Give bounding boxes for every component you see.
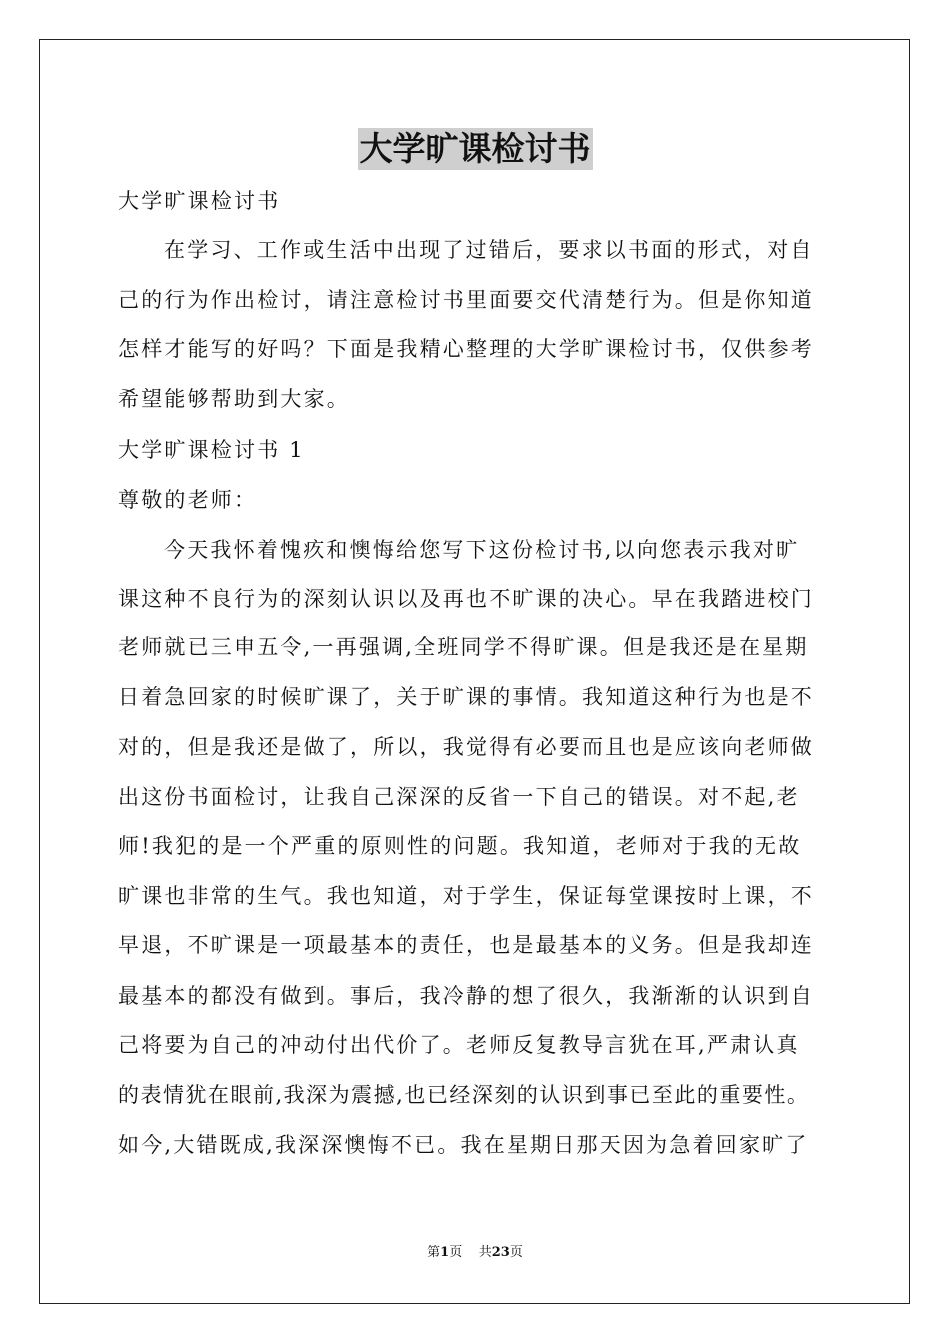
- body-line: 希望能够帮助到大家。: [118, 387, 350, 411]
- body-line: 老师就已三申五令,一再强调,全班同学不得旷课。但是我还是在星期: [118, 635, 809, 659]
- body-line: 怎样才能写的好吗？下面是我精心整理的大学旷课检讨书，仅供参考: [118, 337, 814, 361]
- footer-page-suffix: 页: [449, 1245, 463, 1260]
- body-line: 旷课也非常的生气。我也知道，对于学生，保证每堂课按时上课，不: [118, 884, 814, 908]
- page-footer: [0, 1244, 950, 1262]
- body-line: 对的，但是我还是做了，所以，我觉得有必要而且也是应该向老师做: [118, 735, 814, 759]
- footer-page-prefix: 第: [427, 1245, 441, 1260]
- title-container: [0, 128, 950, 170]
- body-line: 今天我怀着愧疚和懊悔给您写下这份检讨书,以向您表示我对旷: [164, 538, 800, 562]
- body-line: 己的行为作出检讨，请注意检讨书里面要交代清楚行为。但是你知道: [118, 288, 814, 312]
- body-line: 如今,大错既成,我深深懊悔不已。我在星期日那天因为急着回家旷了: [118, 1133, 809, 1157]
- body-line: 出这份书面检讨，让我自己深深的反省一下自己的错误。对不起,老: [118, 785, 800, 809]
- footer-page-number: 1: [440, 1245, 450, 1260]
- body-line: 最基本的都没有做到。事后，我冷静的想了很久，我渐渐的认识到自: [118, 984, 814, 1008]
- page-border: [39, 39, 910, 1304]
- body-line: 的表情犹在眼前,我深为震撼,也已经深刻的认识到事已至此的重要性。: [118, 1083, 810, 1107]
- document-title: 大学旷课检讨书: [359, 129, 591, 168]
- salutation: 尊敬的老师：: [118, 488, 258, 512]
- footer-total-pages: 23: [491, 1245, 510, 1260]
- body-line: 课这种不良行为的深刻认识以及再也不旷课的决心。早在我踏进校门: [118, 587, 814, 611]
- footer-total-prefix: 共: [478, 1245, 492, 1260]
- body-line: 师!我犯的是一个严重的原则性的问题。我知道，老师对于我的无故: [118, 834, 802, 858]
- section-heading: 大学旷课检讨书 1: [118, 438, 305, 462]
- subtitle-line: 大学旷课检讨书: [118, 189, 281, 213]
- body-line: 早退，不旷课是一项最基本的责任，也是最基本的义务。但是我却连: [118, 933, 814, 957]
- footer-total-suffix: 页: [509, 1245, 523, 1260]
- body-line: 己将要为自己的冲动付出代价了。老师反复教导言犹在耳,严肃认真: [118, 1033, 800, 1057]
- body-line: 在学习、工作或生活中出现了过错后，要求以书面的形式，对自: [164, 238, 814, 262]
- body-line: 日着急回家的时候旷课了，关于旷课的事情。我知道这种行为也是不: [118, 685, 814, 709]
